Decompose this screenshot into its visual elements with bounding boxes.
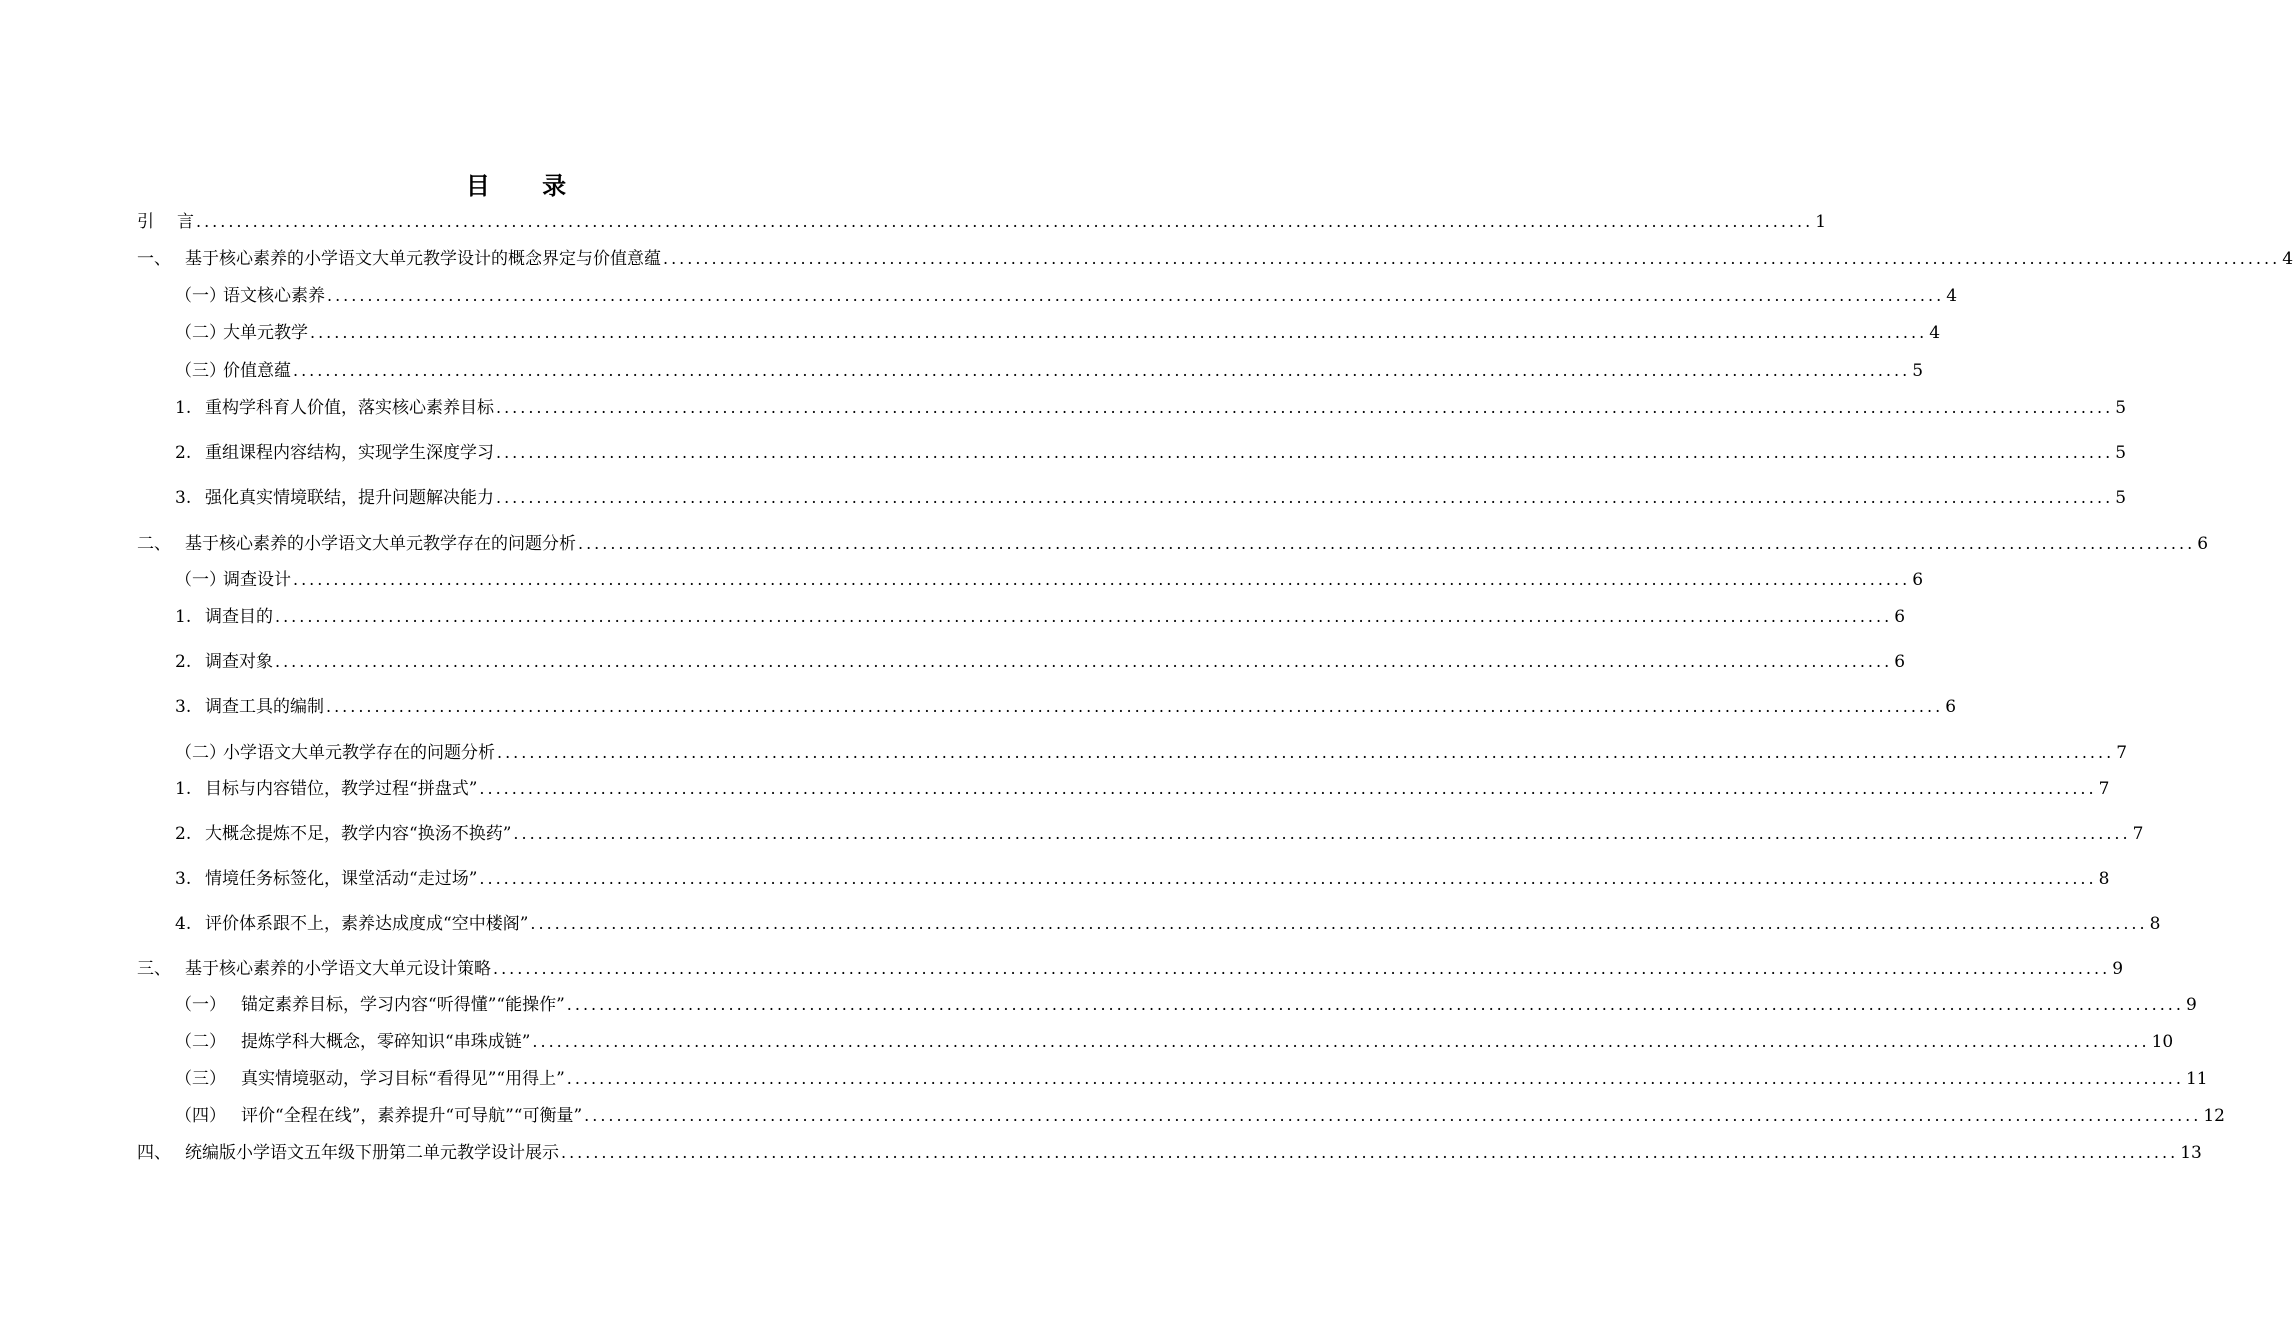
toc-entry-title: 真实情境驱动，学习目标“看得见”“用得上” bbox=[241, 1069, 565, 1089]
toc-entry-page: 5 bbox=[2115, 398, 2127, 418]
toc-entry-number: 一、 bbox=[137, 249, 171, 269]
toc-leader-dots: ........................................................................................................................................................................................................ bbox=[293, 570, 1911, 589]
toc-entry-number: 2. bbox=[175, 443, 192, 463]
toc-entry-page: 5 bbox=[1912, 361, 1924, 381]
toc-entry-title: 统编版小学语文五年级下册第二单元教学设计展示 bbox=[185, 1143, 559, 1163]
toc-entry-number: 引 bbox=[137, 212, 154, 232]
toc-entry-title: 调查设计 bbox=[223, 570, 291, 590]
toc-entry-number: 3. bbox=[175, 697, 192, 717]
toc-entry[interactable] bbox=[175, 868, 2110, 890]
toc-entry[interactable] bbox=[137, 248, 2293, 270]
toc-entry-page: 10 bbox=[2151, 1032, 2174, 1052]
toc-entry-page: 7 bbox=[2132, 824, 2144, 844]
toc-entry-page: 8 bbox=[2098, 869, 2110, 889]
toc-entry-number: 3. bbox=[175, 488, 192, 508]
toc-leader-dots: ........................................................................................................................................................................................................ bbox=[513, 824, 2131, 843]
toc-entry[interactable] bbox=[137, 211, 1827, 233]
toc-entry-number: 1. bbox=[175, 398, 192, 418]
toc-leader-dots: ........................................................................................................................................................................................................ bbox=[532, 1032, 2150, 1051]
toc-entry-page: 5 bbox=[2115, 488, 2127, 508]
toc-entry-title: 重构学科育人价值，落实核心素养目标 bbox=[205, 398, 494, 418]
toc-entry-title: 提炼学科大概念，零碎知识“串珠成链” bbox=[241, 1032, 531, 1052]
toc-entry-number: （二） bbox=[175, 323, 226, 343]
toc-entry-title: 重组课程内容结构，实现学生深度学习 bbox=[205, 443, 494, 463]
toc-entry-number: 2. bbox=[175, 824, 192, 844]
toc-entry[interactable] bbox=[175, 994, 2197, 1016]
toc-entry[interactable] bbox=[175, 322, 1941, 344]
toc-entry-number: （一） bbox=[175, 570, 226, 590]
toc-entry-title: 基于核心素养的小学语文大单元教学存在的问题分析 bbox=[185, 534, 576, 554]
toc-entry-page: 6 bbox=[2197, 534, 2209, 554]
toc-entry-title: 强化真实情境联结，提升问题解决能力 bbox=[205, 488, 494, 508]
toc-entry[interactable] bbox=[175, 1068, 2208, 1090]
toc-entry[interactable] bbox=[175, 360, 1924, 382]
toc-entry-page: 8 bbox=[2149, 914, 2161, 934]
toc-leader-dots: ........................................................................................................................................................................................................ bbox=[566, 995, 2184, 1014]
toc-entry[interactable] bbox=[175, 397, 2127, 419]
toc-entry-page: 6 bbox=[1945, 697, 1957, 717]
toc-entry-number: （三） bbox=[175, 361, 226, 381]
toc-entry[interactable] bbox=[175, 1031, 2174, 1053]
toc-entry-number: （四） bbox=[175, 1106, 226, 1126]
toc-leader-dots: ........................................................................................................................................................................................................ bbox=[326, 697, 1944, 716]
toc-entry[interactable] bbox=[175, 823, 2144, 845]
toc-entry-page: 4 bbox=[1946, 286, 1958, 306]
toc-leader-dots: ........................................................................................................................................................................................................ bbox=[479, 779, 2097, 798]
toc-entry[interactable] bbox=[175, 1105, 2225, 1127]
toc-entry-title: 大概念提炼不足，教学内容“换汤不换药” bbox=[205, 824, 512, 844]
toc-leader-dots: ........................................................................................................................................................................................................ bbox=[496, 443, 2114, 462]
toc-entry-number: （一） bbox=[175, 286, 226, 306]
toc-entry-page: 9 bbox=[2185, 995, 2197, 1015]
toc-entry-number: 3. bbox=[175, 869, 192, 889]
toc-leader-dots: ........................................................................................................................................................................................................ bbox=[275, 652, 1893, 671]
toc-entry[interactable] bbox=[175, 285, 1958, 307]
toc-entry-page: 7 bbox=[2116, 743, 2128, 763]
toc-entry-title: 语文核心素养 bbox=[223, 286, 325, 306]
toc-leader-dots: ........................................................................................................................................................................................................ bbox=[310, 323, 1928, 342]
toc-leader-dots: ........................................................................................................................................................................................................ bbox=[530, 914, 2148, 933]
toc-entry[interactable] bbox=[175, 442, 2127, 464]
toc-leader-dots: ........................................................................................................................................................................................................ bbox=[493, 959, 2111, 978]
toc-entry[interactable] bbox=[175, 913, 2161, 935]
toc-entry-title: 言 bbox=[177, 212, 194, 232]
toc-title: 目 录 bbox=[465, 172, 589, 200]
toc-entry-title: 调查对象 bbox=[205, 652, 273, 672]
toc-entry-page: 6 bbox=[1912, 570, 1924, 590]
toc-entry-number: 三、 bbox=[137, 959, 171, 979]
toc-entry[interactable] bbox=[137, 1142, 2202, 1164]
toc-entry[interactable] bbox=[175, 742, 2128, 764]
toc-leader-dots: ........................................................................................................................................................................................................ bbox=[566, 1069, 2184, 1088]
toc-entry-page: 9 bbox=[2112, 959, 2124, 979]
toc-entry-page: 1 bbox=[1815, 212, 1827, 232]
toc-entry-title: 基于核心素养的小学语文大单元设计策略 bbox=[185, 959, 491, 979]
toc-entry-page: 4 bbox=[1929, 323, 1941, 343]
toc-entry-page: 12 bbox=[2203, 1106, 2225, 1126]
toc-entry[interactable] bbox=[137, 533, 2209, 555]
toc-entry-number: 1. bbox=[175, 779, 192, 799]
toc-entry-page: 6 bbox=[1894, 607, 1906, 627]
toc-entry-page: 11 bbox=[2185, 1069, 2208, 1089]
toc-entry-title: 评价体系跟不上，素养达成度成“空中楼阁” bbox=[205, 914, 529, 934]
toc-entry-number: 1. bbox=[175, 607, 192, 627]
toc-entry-number: （二） bbox=[175, 1032, 226, 1052]
toc-entry-number: 四、 bbox=[137, 1143, 171, 1163]
toc-entry-page: 5 bbox=[2115, 443, 2127, 463]
toc-leader-dots: ........................................................................................................................................................................................................ bbox=[479, 869, 2097, 888]
toc-entry[interactable] bbox=[137, 958, 2124, 980]
toc-entry-page: 7 bbox=[2098, 779, 2110, 799]
toc-leader-dots: ........................................................................................................................................................................................................ bbox=[275, 607, 1893, 626]
toc-entry-page: 13 bbox=[2180, 1143, 2202, 1163]
toc-leader-dots: ........................................................................................................................................................................................................ bbox=[584, 1106, 2202, 1125]
toc-entry-number: （二） bbox=[175, 743, 226, 763]
toc-leader-dots: ........................................................................................................................................................................................................ bbox=[496, 488, 2114, 507]
toc-entry-number: （一） bbox=[175, 995, 226, 1015]
toc-leader-dots: ........................................................................................................................................................................................................ bbox=[497, 743, 2115, 762]
toc-leader-dots: ........................................................................................................................................................................................................ bbox=[196, 212, 1814, 231]
toc-entry[interactable] bbox=[175, 487, 2127, 509]
toc-entry[interactable] bbox=[175, 569, 1924, 591]
toc-entry-title: 目标与内容错位，教学过程“拼盘式” bbox=[205, 779, 478, 799]
toc-leader-dots: ........................................................................................................................................................................................................ bbox=[327, 286, 1945, 305]
toc-entry-title: 大单元教学 bbox=[223, 323, 308, 343]
toc-entry[interactable] bbox=[175, 696, 1957, 718]
toc-entry[interactable] bbox=[175, 606, 1906, 628]
toc-entry[interactable] bbox=[175, 651, 1906, 673]
toc-entry-title: 评价“全程在线”，素养提升“可导航”“可衡量” bbox=[241, 1106, 583, 1126]
toc-entry-page: 6 bbox=[1894, 652, 1906, 672]
toc-leader-dots: ........................................................................................................................................................................................................ bbox=[663, 249, 2281, 268]
toc-entry-title: 锚定素养目标，学习内容“听得懂”“能操作” bbox=[241, 995, 565, 1015]
toc-entry-title: 情境任务标签化，课堂活动“走过场” bbox=[205, 869, 478, 889]
toc-leader-dots: ........................................................................................................................................................................................................ bbox=[496, 398, 2114, 417]
toc-entry-number: 二、 bbox=[137, 534, 171, 554]
toc-entry-number: 4. bbox=[175, 914, 192, 934]
toc-entry-number: （三） bbox=[175, 1069, 226, 1089]
toc-entry-page: 4 bbox=[2282, 249, 2293, 269]
toc-entry-title: 调查工具的编制 bbox=[205, 697, 324, 717]
toc-leader-dots: ........................................................................................................................................................................................................ bbox=[293, 361, 1911, 380]
toc-leader-dots: ........................................................................................................................................................................................................ bbox=[561, 1143, 2179, 1162]
toc-entry-title: 基于核心素养的小学语文大单元教学设计的概念界定与价值意蕴 bbox=[185, 249, 661, 269]
toc-leader-dots: ........................................................................................................................................................................................................ bbox=[578, 534, 2196, 553]
toc-entry-title: 小学语文大单元教学存在的问题分析 bbox=[223, 743, 495, 763]
toc-entry-title: 价值意蕴 bbox=[223, 361, 291, 381]
toc-entry[interactable] bbox=[175, 778, 2110, 800]
toc-entry-number: 2. bbox=[175, 652, 192, 672]
toc-entry-title: 调查目的 bbox=[205, 607, 273, 627]
